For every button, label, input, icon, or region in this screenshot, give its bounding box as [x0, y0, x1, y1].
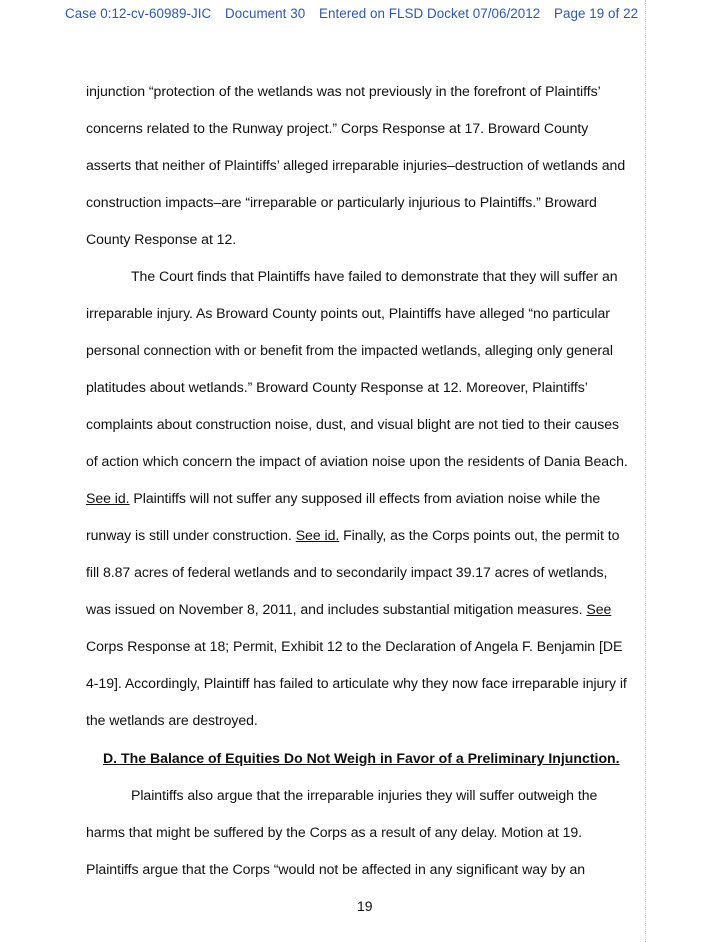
docket-header: [65, 6, 638, 21]
docket-entry: Entered on FLSD Docket 07/06/2012: [319, 6, 541, 21]
margin-rule: [645, 0, 646, 942]
case-number: Case 0:12-cv-60989-JIC: [65, 6, 212, 21]
text-line: irreparable injury. As Broward County points out, Plaintiffs have alleged “no particular: [86, 305, 610, 321]
text-run: Finally, as the Corps points out, the permit to: [339, 527, 620, 543]
text-line: the wetlands are destroyed.: [86, 712, 258, 728]
text-run: was issued on November 8, 2011, and includes substantial mitigation measures.: [86, 601, 587, 617]
text-line: County Response at 12.: [86, 231, 237, 247]
text-line: 4-19]. Accordingly, Plaintiff has failed to articulate why they now face irreparable injury if: [86, 675, 627, 691]
text-line: Plaintiffs also argue that the irreparable injuries they will suffer outweigh the: [131, 787, 598, 803]
text-line: construction impacts–are “irreparable or particularly injurious to Plaintiffs.” Broward: [86, 194, 597, 210]
text-line: injunction “protection of the wetlands was not previously in the forefront of Plaintiffs’: [86, 83, 601, 99]
text-line: harms that might be suffered by the Corps as a result of any delay. Motion at 19.: [86, 824, 583, 840]
text-run: Plaintiffs will not suffer any supposed ill effects from aviation noise while the: [129, 490, 601, 506]
citation-see-id: See id.: [86, 490, 130, 506]
text-line: of action which concern the impact of aviation noise upon the residents of Dania Beach.: [86, 453, 628, 469]
section-heading: D. The Balance of Equities Do Not Weigh in Favor of a Preliminary Injunction.: [103, 750, 620, 766]
citation-see-id: See id.: [295, 527, 340, 543]
text-line: Corps Response at 18; Permit, Exhibit 12 to the Declaration of Angela F. Benjamin [DE: [86, 638, 623, 654]
text-line: concerns related to the Runway project.” Corps Response at 17. Broward County: [86, 120, 589, 136]
document-number: Document 30: [225, 6, 306, 21]
text-line: [86, 601, 611, 617]
page-number: 19: [357, 898, 373, 914]
text-line: complaints about construction noise, dust, and visual blight are not tied to their causes: [86, 416, 619, 432]
citation-see: See: [586, 601, 612, 617]
text-line: personal connection with or benefit from the impacted wetlands, alleging only general: [86, 342, 613, 358]
text-line: The Court finds that Plaintiffs have failed to demonstrate that they will suffer an: [131, 268, 618, 284]
text-run: runway is still under construction.: [86, 527, 296, 543]
text-line: platitudes about wetlands.” Broward County Response at 12. Moreover, Plaintiffs’: [86, 379, 588, 395]
text-line: Plaintiffs argue that the Corps “would not be affected in any significant way by an: [86, 861, 586, 877]
text-line: [86, 527, 619, 543]
text-line: [86, 490, 600, 506]
page-indicator: Page 19 of 22: [554, 6, 639, 21]
text-line: asserts that neither of Plaintiffs’ alleged irreparable injuries–destruction of wetlands and: [86, 157, 626, 173]
text-line: fill 8.87 acres of federal wetlands and to secondarily impact 39.17 acres of wetlands,: [86, 564, 608, 580]
